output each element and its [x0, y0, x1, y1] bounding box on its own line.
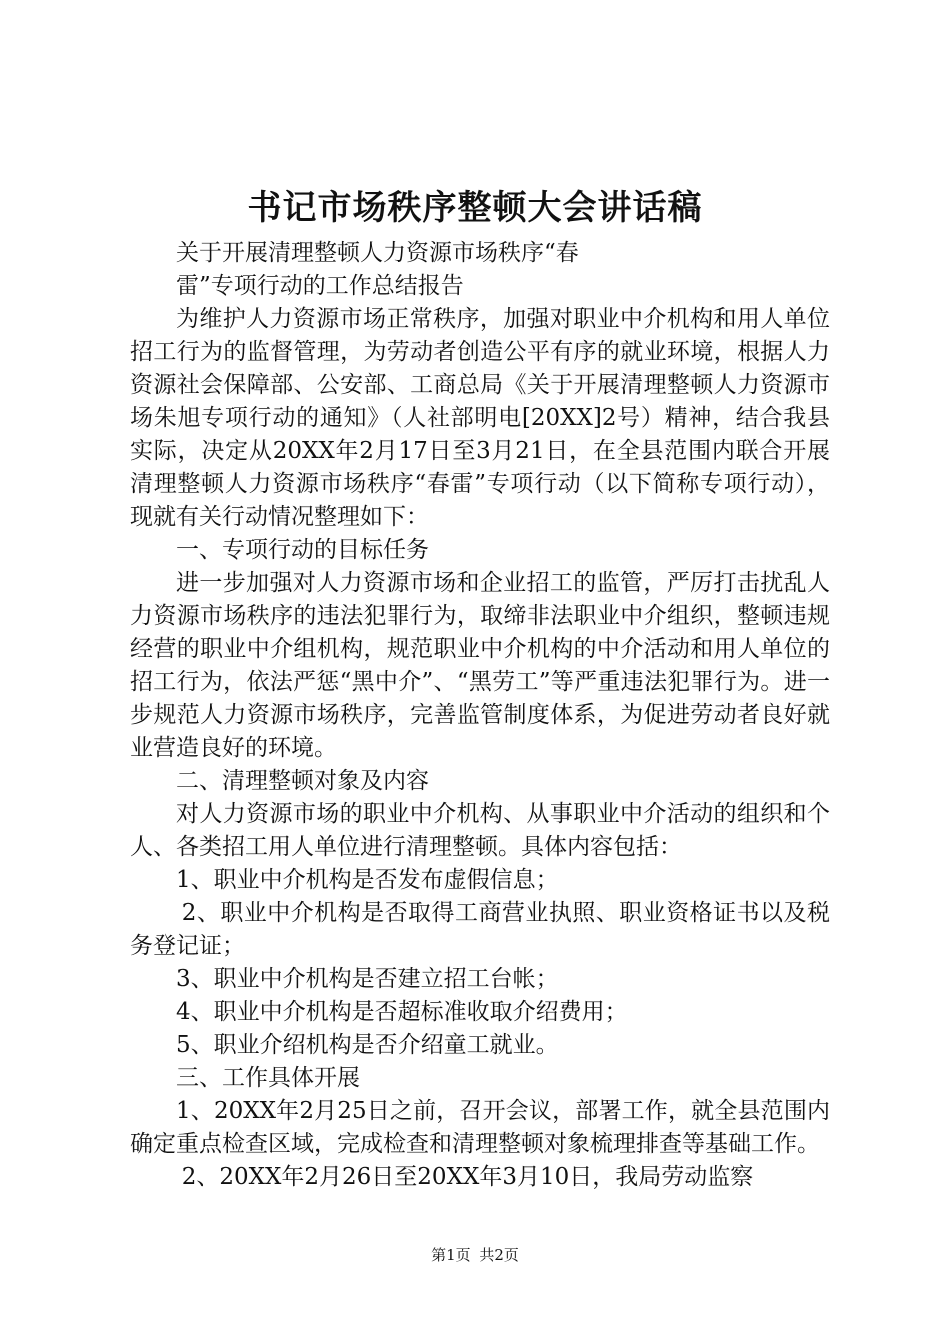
list-item: 5、职业介绍机构是否介绍童工就业。 — [176, 1032, 559, 1058]
paragraph: 1、20XX年2月25日之前，召开会议，部署工作，就全县范围内确定重点检查区域，完成检查和清理整顿对象梳理排查等基础工作。 — [130, 1098, 830, 1157]
document-title: 书记市场秩序整顿大会讲话稿 — [247, 188, 703, 228]
section-heading: 一、专项行动的目标任务 — [176, 537, 429, 563]
paragraph: 2、20XX年2月26日至20XX年3月10日，我局劳动监察 — [181, 1164, 754, 1190]
list-item: 4、职业中介机构是否超标准收取介绍费用； — [176, 999, 628, 1025]
page-total: 共2页 — [479, 1246, 519, 1264]
paragraph: 进一步加强对人力资源市场和企业招工的监管，严厉打击扰乱人力资源市场秩序的违法犯罪行为，取缔非法职业中介组织，整顿违规经营的职业中介组机构，规范职业中介机构的中介活动和用人单位的招工行为，依法严惩“黑中介”、“黑劳工”等严重违法犯罪行为。进一步规范人力资源市场秩序，完善监管制度体系，为促进劳动者良好就业营造良好的环境。 — [130, 570, 830, 761]
section-heading: 二、清理整顿对象及内容 — [176, 768, 429, 794]
paragraph: 对人力资源市场的职业中介机构、从事职业中介活动的组织和个人、各类招工用人单位进行清理整顿。具体内容包括： — [130, 801, 830, 860]
paragraph: 关于开展清理整顿人力资源市场秩序“春 — [176, 240, 579, 266]
page-number: 第1页 — [431, 1246, 471, 1264]
document-body — [130, 237, 830, 1194]
page-footer — [0, 1245, 950, 1265]
paragraph: 雷”专项行动的工作总结报告 — [176, 273, 464, 299]
list-item: 2、职业中介机构是否取得工商营业执照、职业资格证书以及税务登记证； — [130, 900, 830, 959]
list-item: 3、职业中介机构是否建立招工台帐； — [176, 966, 559, 992]
list-item: 1、职业中介机构是否发布虚假信息； — [176, 867, 559, 893]
section-heading: 三、工作具体开展 — [176, 1065, 360, 1091]
paragraph: 为维护人力资源市场正常秩序，加强对职业中介机构和用人单位招工行为的监督管理，为劳动者创造公平有序的就业环境，根据人力资源社会保障部、公安部、工商总局《关于开展清理整顿人力资源市场朱旭专项行动的通知》（人社部明电[20XX]2号）精神，结合我县实际，决定从20XX年2月17日至3月21日，在全县范围内联合开展清理整顿人力资源市场秩序“春雷”专项行动（以下简称专项行动），现就有关行动情况整理如下： — [130, 306, 830, 530]
